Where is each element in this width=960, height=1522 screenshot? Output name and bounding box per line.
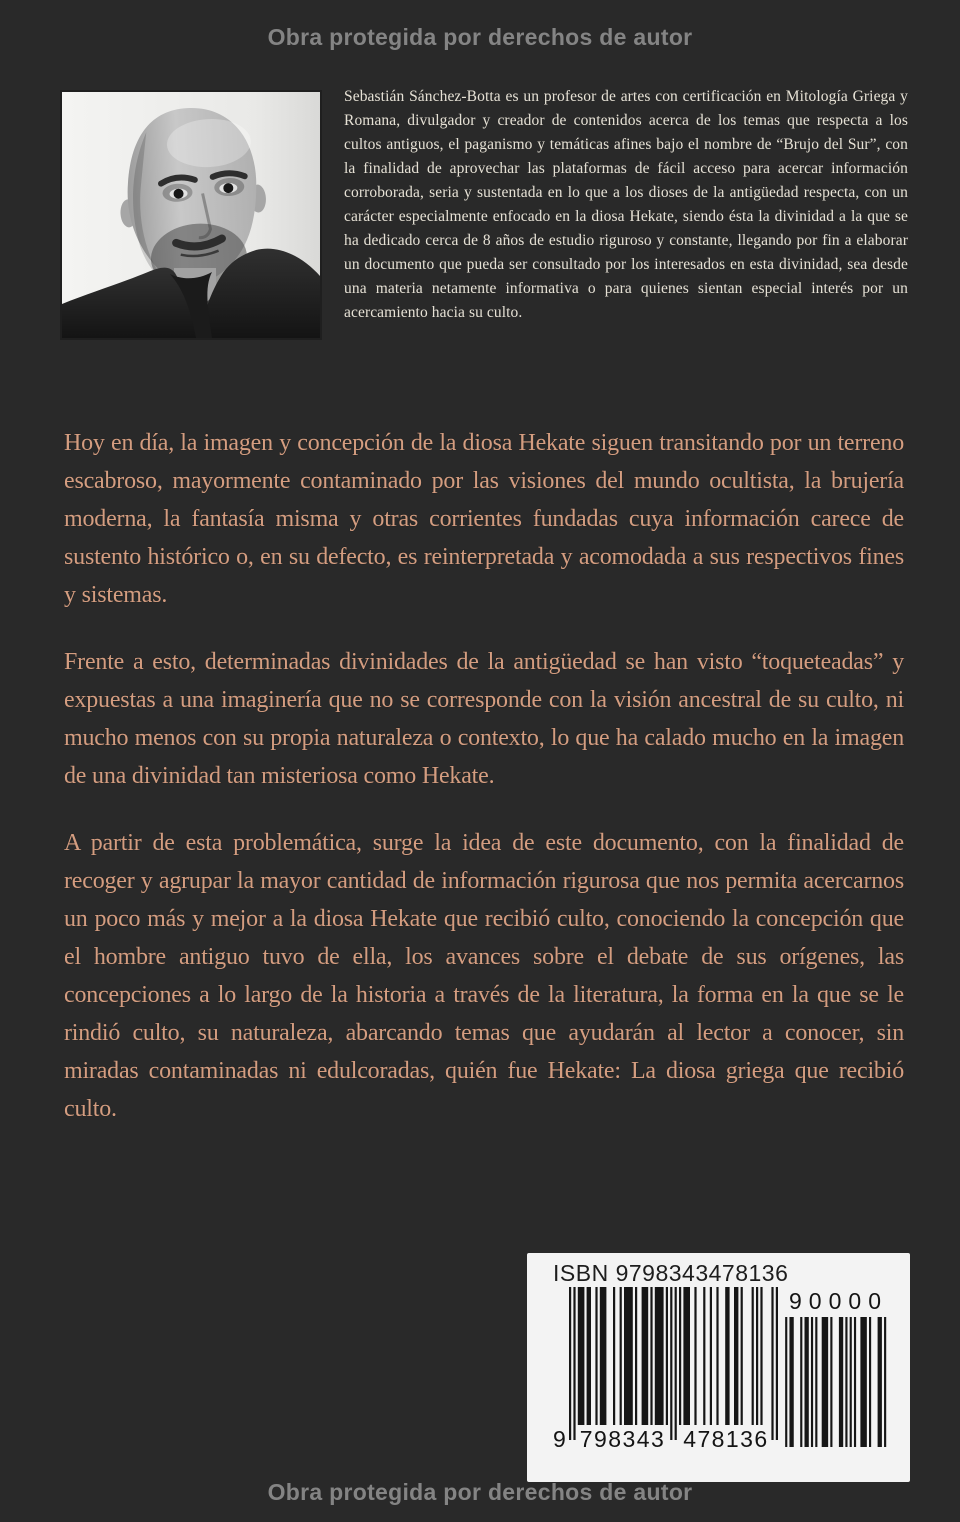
svg-text:798343: 798343 <box>579 1426 664 1452</box>
author-bio: Sebastián Sánchez-Botta es un profesor de artes con certificación en Mitología Griega y Romana, divulgador y creador de contenidos acerca de los temas que respecta a los cultos antiguos, el paganismo y temáticas afines bajo el nombre de “Brujo del Sur”, con la finalidad de aprovechar las plataformas de fácil acceso para acercar información corroborada, seria y sustentada en lo que a los dioses de la antigüedad respecta, con un carácter especialmente enfocado en la diosa Hekate, siendo ésta la divinidad a la que se ha dedicado cerca de 8 años de estudio riguroso y constante, llegando por fin a elaborar un documento que pueda ser consultado por los interesados en esta divinidad, sea desde una materia netamente informativa o para quienes sientan especial interés por un acercamiento hacia su culto. <box>344 88 908 321</box>
synopsis-paragraph-2: Frente a esto, determinadas divinidades de la antigüedad se han visto “toqueteadas” y expuestas a una imaginería que no se corresponde con la visión ancestral de su culto, ni mucho menos con su propia naturaleza o contexto, lo que ha calado mucho en la imagen de una divinidad tan misteriosa como Hekate. <box>64 649 904 789</box>
isbn-number-label: ISBN 9798343478136 <box>553 1260 789 1286</box>
svg-text:90000: 90000 <box>789 1288 881 1314</box>
ean5-addon-barcode <box>783 1287 887 1462</box>
isbn-barcode-panel <box>527 1253 910 1482</box>
synopsis-paragraph-3: A partir de esta problemática, surge la idea de este documento, con la finalidad de recoger y agrupar la mayor cantidad de información rigurosa que nos permita acercarnos un poco más y mejor a la diosa Hekate que recibió culto, conociendo la concepción que el hombre antiguo tuvo de ella, los avances sobre el debate de sus orígenes, las concepciones a lo largo de la historia a través de la literatura, la forma en la que se le rindió culto, su naturaleza, abarcando temas que ayudarán al lector a conocer, sin miradas contaminadas ni edulcoradas, quién fue Hekate: La diosa griega que recibió culto. <box>64 830 904 1122</box>
svg-text:478136: 478136 <box>683 1426 768 1452</box>
synopsis-paragraph-1: Hoy en día, la imagen y concepción de la diosa Hekate siguen transitando por un terreno escabroso, mayormente contaminado por las visiones del mundo ocultista, la brujería moderna, la fantasía misma y otras corrientes fundadas cuya información carece de sustento histórico o, en su defecto, es reinterpretada y acomodada a sus respectivos fines y sistemas. <box>64 430 904 608</box>
back-cover-synopsis <box>64 424 904 1157</box>
ean13-barcode <box>549 1287 781 1462</box>
svg-text:9: 9 <box>553 1426 566 1452</box>
copyright-watermark-bottom: Obra protegida por derechos de autor <box>267 1479 693 1505</box>
author-photo <box>62 92 320 338</box>
copyright-watermark-top: Obra protegida por derechos de autor <box>267 24 693 50</box>
author-portrait-illustration <box>62 92 320 338</box>
